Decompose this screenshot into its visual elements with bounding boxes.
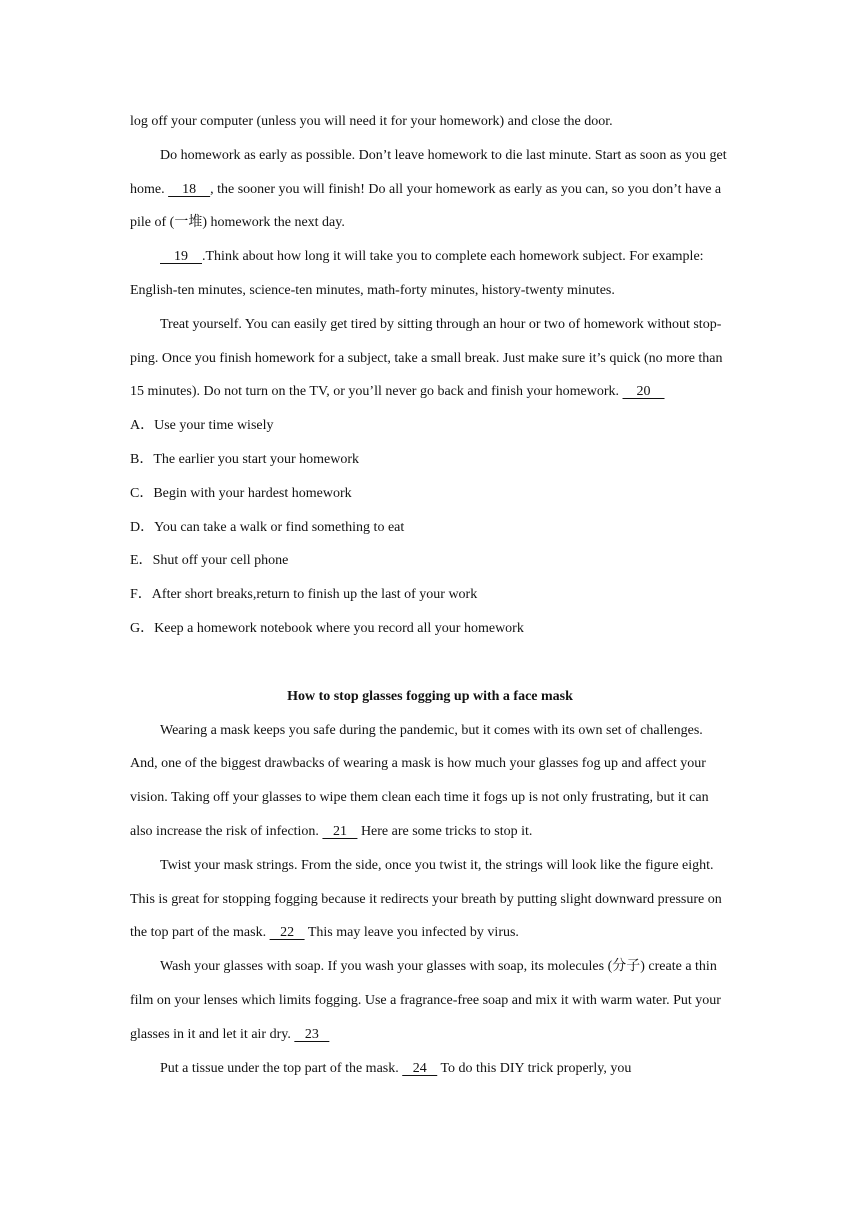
paragraph-text: log off your computer (unless you will need it for your homework) and close the door.	[130, 114, 613, 129]
blank-18[interactable]: 18	[168, 181, 211, 197]
blank-24[interactable]: 24	[402, 1060, 438, 1076]
blank-23[interactable]: 23	[294, 1026, 330, 1042]
paragraph-text: This may leave you infected by virus.	[304, 925, 519, 941]
option-c[interactable]	[130, 477, 730, 511]
paragraph-treat-yourself	[130, 308, 730, 409]
paragraph-text: Twist your mask strings. From the side, once you twist it, the strings will look like the figure eight. This is great for stopping fogging because it redirects your breath by putting slight downward pressure on the top part of the mask.	[130, 857, 722, 941]
option-letter: C．	[130, 485, 154, 501]
paragraph-text: .Think about how long it will take you to complete each homework subject. For example: English-ten minutes, science-ten minutes, math-forty minutes, history-twenty minutes.	[130, 249, 704, 298]
option-b[interactable]	[130, 443, 730, 477]
option-g[interactable]	[130, 612, 730, 646]
option-text: Begin with your hardest homework	[153, 485, 352, 501]
option-letter: G．	[130, 620, 155, 636]
option-text: The earlier you start your homework	[153, 451, 359, 467]
option-d[interactable]	[130, 511, 730, 545]
option-text: Keep a homework notebook where you record all your homework	[154, 620, 524, 636]
option-letter: A．	[130, 418, 155, 434]
paragraph-wearing-mask	[130, 714, 730, 849]
option-text: Use your time wisely	[154, 418, 274, 434]
document-content	[130, 105, 730, 1085]
paragraph-text: Here are some tricks to stop it.	[357, 823, 533, 839]
options-list	[130, 409, 730, 646]
paragraph-text: Put a tissue under the top part of the mask.	[160, 1060, 403, 1076]
option-a[interactable]	[130, 409, 730, 443]
paragraph-text: , the sooner you will finish! Do all your homework as early as you can, so you don’t have a pile of (一堆) homework the next day.	[130, 181, 722, 231]
blank-22[interactable]: 22	[269, 925, 305, 941]
blank-20[interactable]: 20	[622, 384, 665, 400]
option-f[interactable]	[130, 578, 730, 612]
option-letter: B．	[130, 451, 154, 467]
paragraph-wash-glasses	[130, 950, 730, 1051]
option-text: Shut off your cell phone	[152, 553, 289, 569]
paragraph-text: Treat yourself. You can easily get tired by sitting through an hour or two of homework without stop-ping. Once you finish homework for a subject, take a small break. Just make sure it’s quick (no more than 15 minutes). Do not turn on the TV, or you’ll never go back and finish your homework.	[130, 316, 723, 400]
section-spacer	[130, 646, 730, 680]
blank-21[interactable]: 21	[322, 823, 358, 839]
option-letter: D．	[130, 519, 155, 535]
paragraph-text: Wearing a mask keeps you safe during the pandemic, but it comes with its own set of challenges. And, one of the biggest drawbacks of wearing a mask is how much your glasses fog up and affect your vision. Taking off your glasses to wipe them clean each time it fogs up is not only frustrating, but it can also increase the risk of infection.	[130, 722, 709, 839]
paragraph-twist-strings	[130, 849, 730, 950]
option-letter: E．	[130, 553, 153, 569]
paragraph-tissue	[130, 1052, 730, 1086]
paragraph-text: To do this DIY trick properly, you	[437, 1060, 632, 1076]
paragraph-text: Do homework as early as possible. Don’t leave homework to die last minute. Start as soon as you get home.	[130, 147, 727, 197]
option-letter: F．	[130, 587, 152, 603]
paragraph-do-homework-early	[130, 139, 730, 240]
passage-title: How to stop glasses fogging up with a face mask	[287, 688, 573, 704]
blank-19[interactable]: 19	[160, 249, 202, 265]
paragraph-time-estimate	[130, 240, 730, 308]
option-text: After short breaks,return to finish up the last of your work	[151, 587, 478, 603]
option-text: You can take a walk or find something to eat	[154, 519, 405, 535]
option-e[interactable]	[130, 544, 730, 578]
paragraph-text: Wash your glasses with soap. If you wash your glasses with soap, its molecules (分子) create a thin film on your lenses which limits fogging. Use a fragrance-free soap and mix it with warm water. Put your glasses in it and let it air dry.	[130, 959, 721, 1042]
paragraph-log-off	[130, 105, 730, 139]
